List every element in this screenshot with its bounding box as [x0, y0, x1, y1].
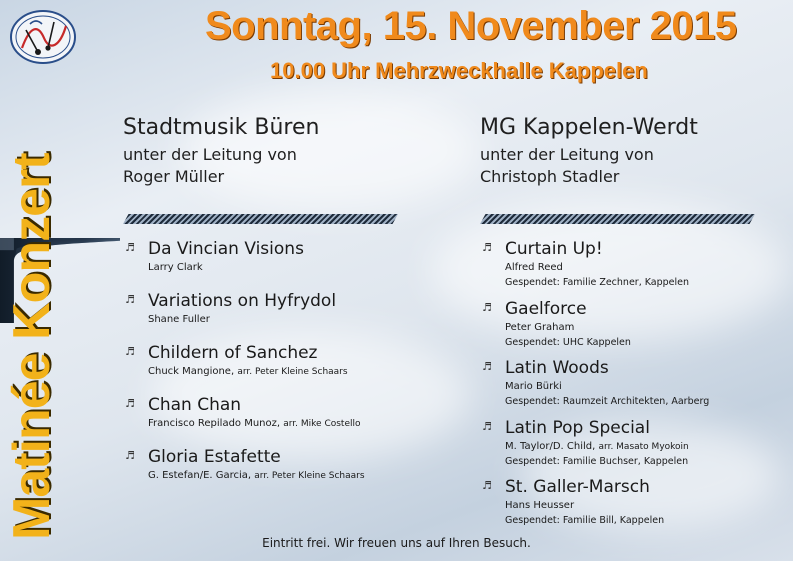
music-note-icon: ♬ [125, 345, 135, 358]
piece-title: St. Galler-Marsch [505, 477, 650, 497]
conductor-intro: unter der Leitung von [123, 145, 297, 164]
piece-composer: Chuck Mangione, arr. Peter Kleine Schaars [148, 366, 348, 377]
piece-title: Da Vincian Visions [148, 239, 304, 259]
piece-composer: Francisco Repilado Munoz, arr. Mike Costello [148, 418, 361, 429]
program-item [123, 446, 433, 498]
piece-composer: Hans Heusser [505, 500, 575, 511]
divider [480, 214, 755, 224]
band-logo [8, 8, 78, 66]
piece-title: Gloria Estafette [148, 447, 281, 467]
program-item [123, 342, 433, 394]
piece-composer: Mario Bürki [505, 381, 562, 392]
program-item [123, 290, 433, 342]
piece-title: Curtain Up! [505, 239, 603, 259]
piece-donor: Gespendet: Familie Zechner, Kappelen [505, 277, 690, 288]
music-note-icon: ♬ [125, 449, 135, 462]
music-note-icon: ♬ [482, 241, 492, 254]
piece-composer: Peter Graham [505, 321, 575, 333]
music-note-icon: ♬ [482, 419, 492, 433]
program-item [480, 238, 790, 298]
music-note-icon: ♬ [125, 241, 135, 254]
program-item [480, 298, 790, 358]
program-item [123, 394, 433, 446]
piece-composer: M. Taylor/D. Child, arr. Masato Myokoin [505, 440, 689, 452]
piece-title: Chan Chan [148, 395, 242, 415]
conductor-name: Christoph Stadler [480, 167, 620, 186]
piece-title: Variations on Hyfrydol [148, 291, 337, 311]
program-item [123, 238, 433, 290]
piece-donor: Gespendet: Familie Buchser, Kappelen [505, 455, 689, 467]
piece-donor: Gespendet: Raumzeit Architekten, Aarberg [505, 396, 710, 407]
conductor-intro: unter der Leitung von [480, 145, 654, 164]
music-note-icon: ♬ [482, 360, 492, 373]
piece-composer: Larry Clark [148, 262, 203, 273]
vertical-title: Matinée Konzert [3, 153, 61, 540]
piece-composer: G. Estefan/E. Garcia, arr. Peter Kleine Schaars [148, 470, 365, 481]
music-note-icon: ♬ [482, 300, 492, 314]
conductor-name: Roger Müller [123, 167, 225, 186]
music-note-icon: ♬ [125, 397, 135, 410]
piece-title: Gaelforce [505, 298, 587, 319]
divider [123, 214, 398, 224]
program-left-column [123, 115, 433, 498]
music-note-icon: ♬ [482, 479, 492, 492]
program-item [480, 357, 790, 417]
piece-title: Latin Woods [505, 358, 609, 378]
event-date: Sonntag, 15. November 2015 [205, 4, 737, 48]
program-item [480, 476, 790, 536]
piece-composer: Alfred Reed [505, 262, 563, 273]
piece-title: Childern of Sanchez [148, 343, 318, 363]
music-note-icon: ♬ [125, 293, 135, 306]
program-right-column [480, 115, 790, 536]
event-venue: 10.00 Uhr Mehrzweckhalle Kappelen [270, 58, 648, 83]
piece-composer: Shane Fuller [148, 314, 210, 325]
piece-donor: Gespendet: UHC Kappelen [505, 336, 631, 348]
band-name: MG Kappelen-Werdt [480, 115, 698, 140]
band-name: Stadtmusik Büren [123, 115, 320, 140]
piece-title: Latin Pop Special [505, 417, 650, 438]
footer-note: Eintritt frei. Wir freuen uns auf Ihren Besuch. [262, 536, 531, 550]
program-item [480, 417, 790, 477]
piece-donor: Gespendet: Familie Bill, Kappelen [505, 515, 665, 526]
